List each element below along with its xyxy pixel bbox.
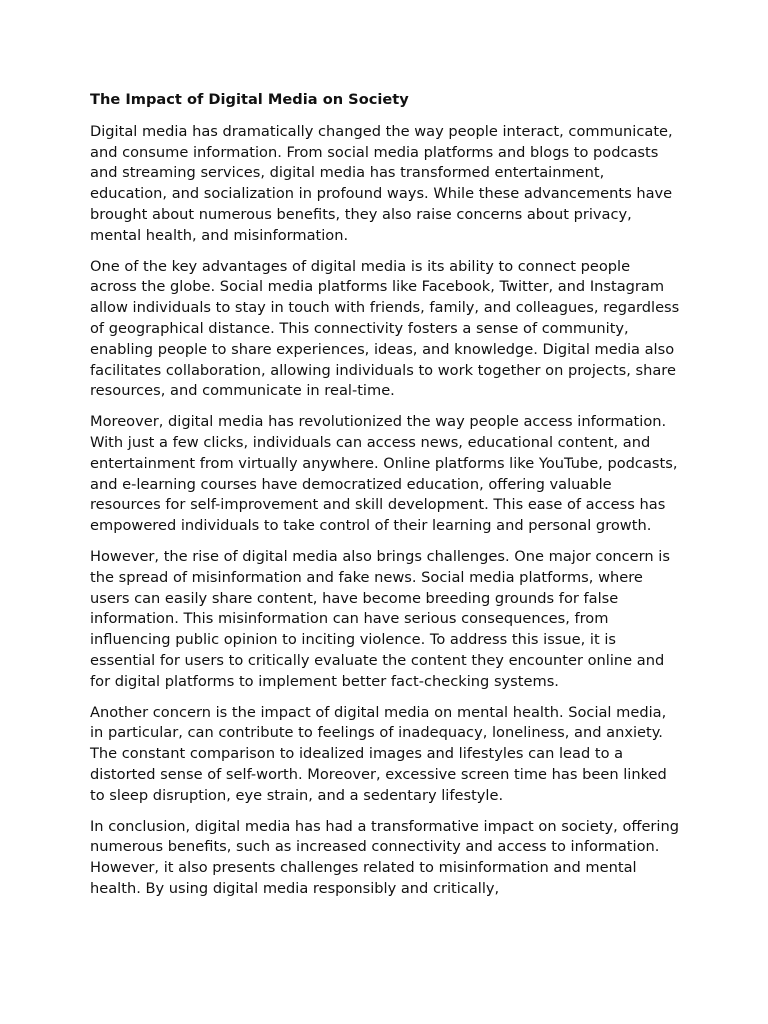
paragraph-misinformation: However, the rise of digital media also brings challenges. One major concern is the spread of misinformation and fake news. Social media platforms, where users can easily share content, have become breeding grounds for false information. This misinformation can have serious consequences, from influencing public opinion to inciting violence. To address this issue, it is essential for users to critically evaluate the content they encounter online and for digital platforms to implement better fact-checking systems.: [90, 547, 670, 690]
paragraph-information-access: Moreover, digital media has revolutionized the way people access information. With just a few clicks, individuals can access news, educational content, and entertainment from virtually anywhere. Online platforms like YouTube, podcasts, and e-learning courses have democratized education, offering valuable resources for self-improvement and skill development. This ease of access has empowered individuals to take control of their learning and personal growth.: [90, 413, 678, 535]
paragraph-conclusion: In conclusion, digital media has had a transformative impact on society, offering numerous benefits, such as increased connectivity and access to information. However, it also presents challenges related to misinformation and mental health. By using digital media responsibly and critically,: [90, 817, 679, 897]
document-page: [90, 90, 680, 910]
paragraph-intro: Digital media has dramatically changed the way people interact, communicate, and consume information. From social media platforms and blogs to podcasts and streaming services, digital media has transformed entertainment, education, and socialization in profound ways. While these advancements have brought about numerous benefits, they also raise concerns about privacy, mental health, and misinformation.: [90, 122, 673, 244]
document-title: The Impact of Digital Media on Society: [90, 91, 409, 108]
paragraph-mental-health: Another concern is the impact of digital media on mental health. Social media, in particular, can contribute to feelings of inadequacy, loneliness, and anxiety. The constant comparison to idealized images and lifestyles can lead to a distorted sense of self-worth. Moreover, excessive screen time has been linked to sleep disruption, eye strain, and a sedentary lifestyle.: [90, 703, 667, 804]
paragraph-connectivity: One of the key advantages of digital media is its ability to connect people across the globe. Social media platforms like Facebook, Twitter, and Instagram allow individuals to stay in touch with friends, family, and colleagues, regardless of geographical distance. This connectivity fosters a sense of community, enabling people to share experiences, ideas, and knowledge. Digital media also facilitates collaboration, allowing individuals to work together on projects, share resources, and communicate in real-time.: [90, 257, 680, 400]
